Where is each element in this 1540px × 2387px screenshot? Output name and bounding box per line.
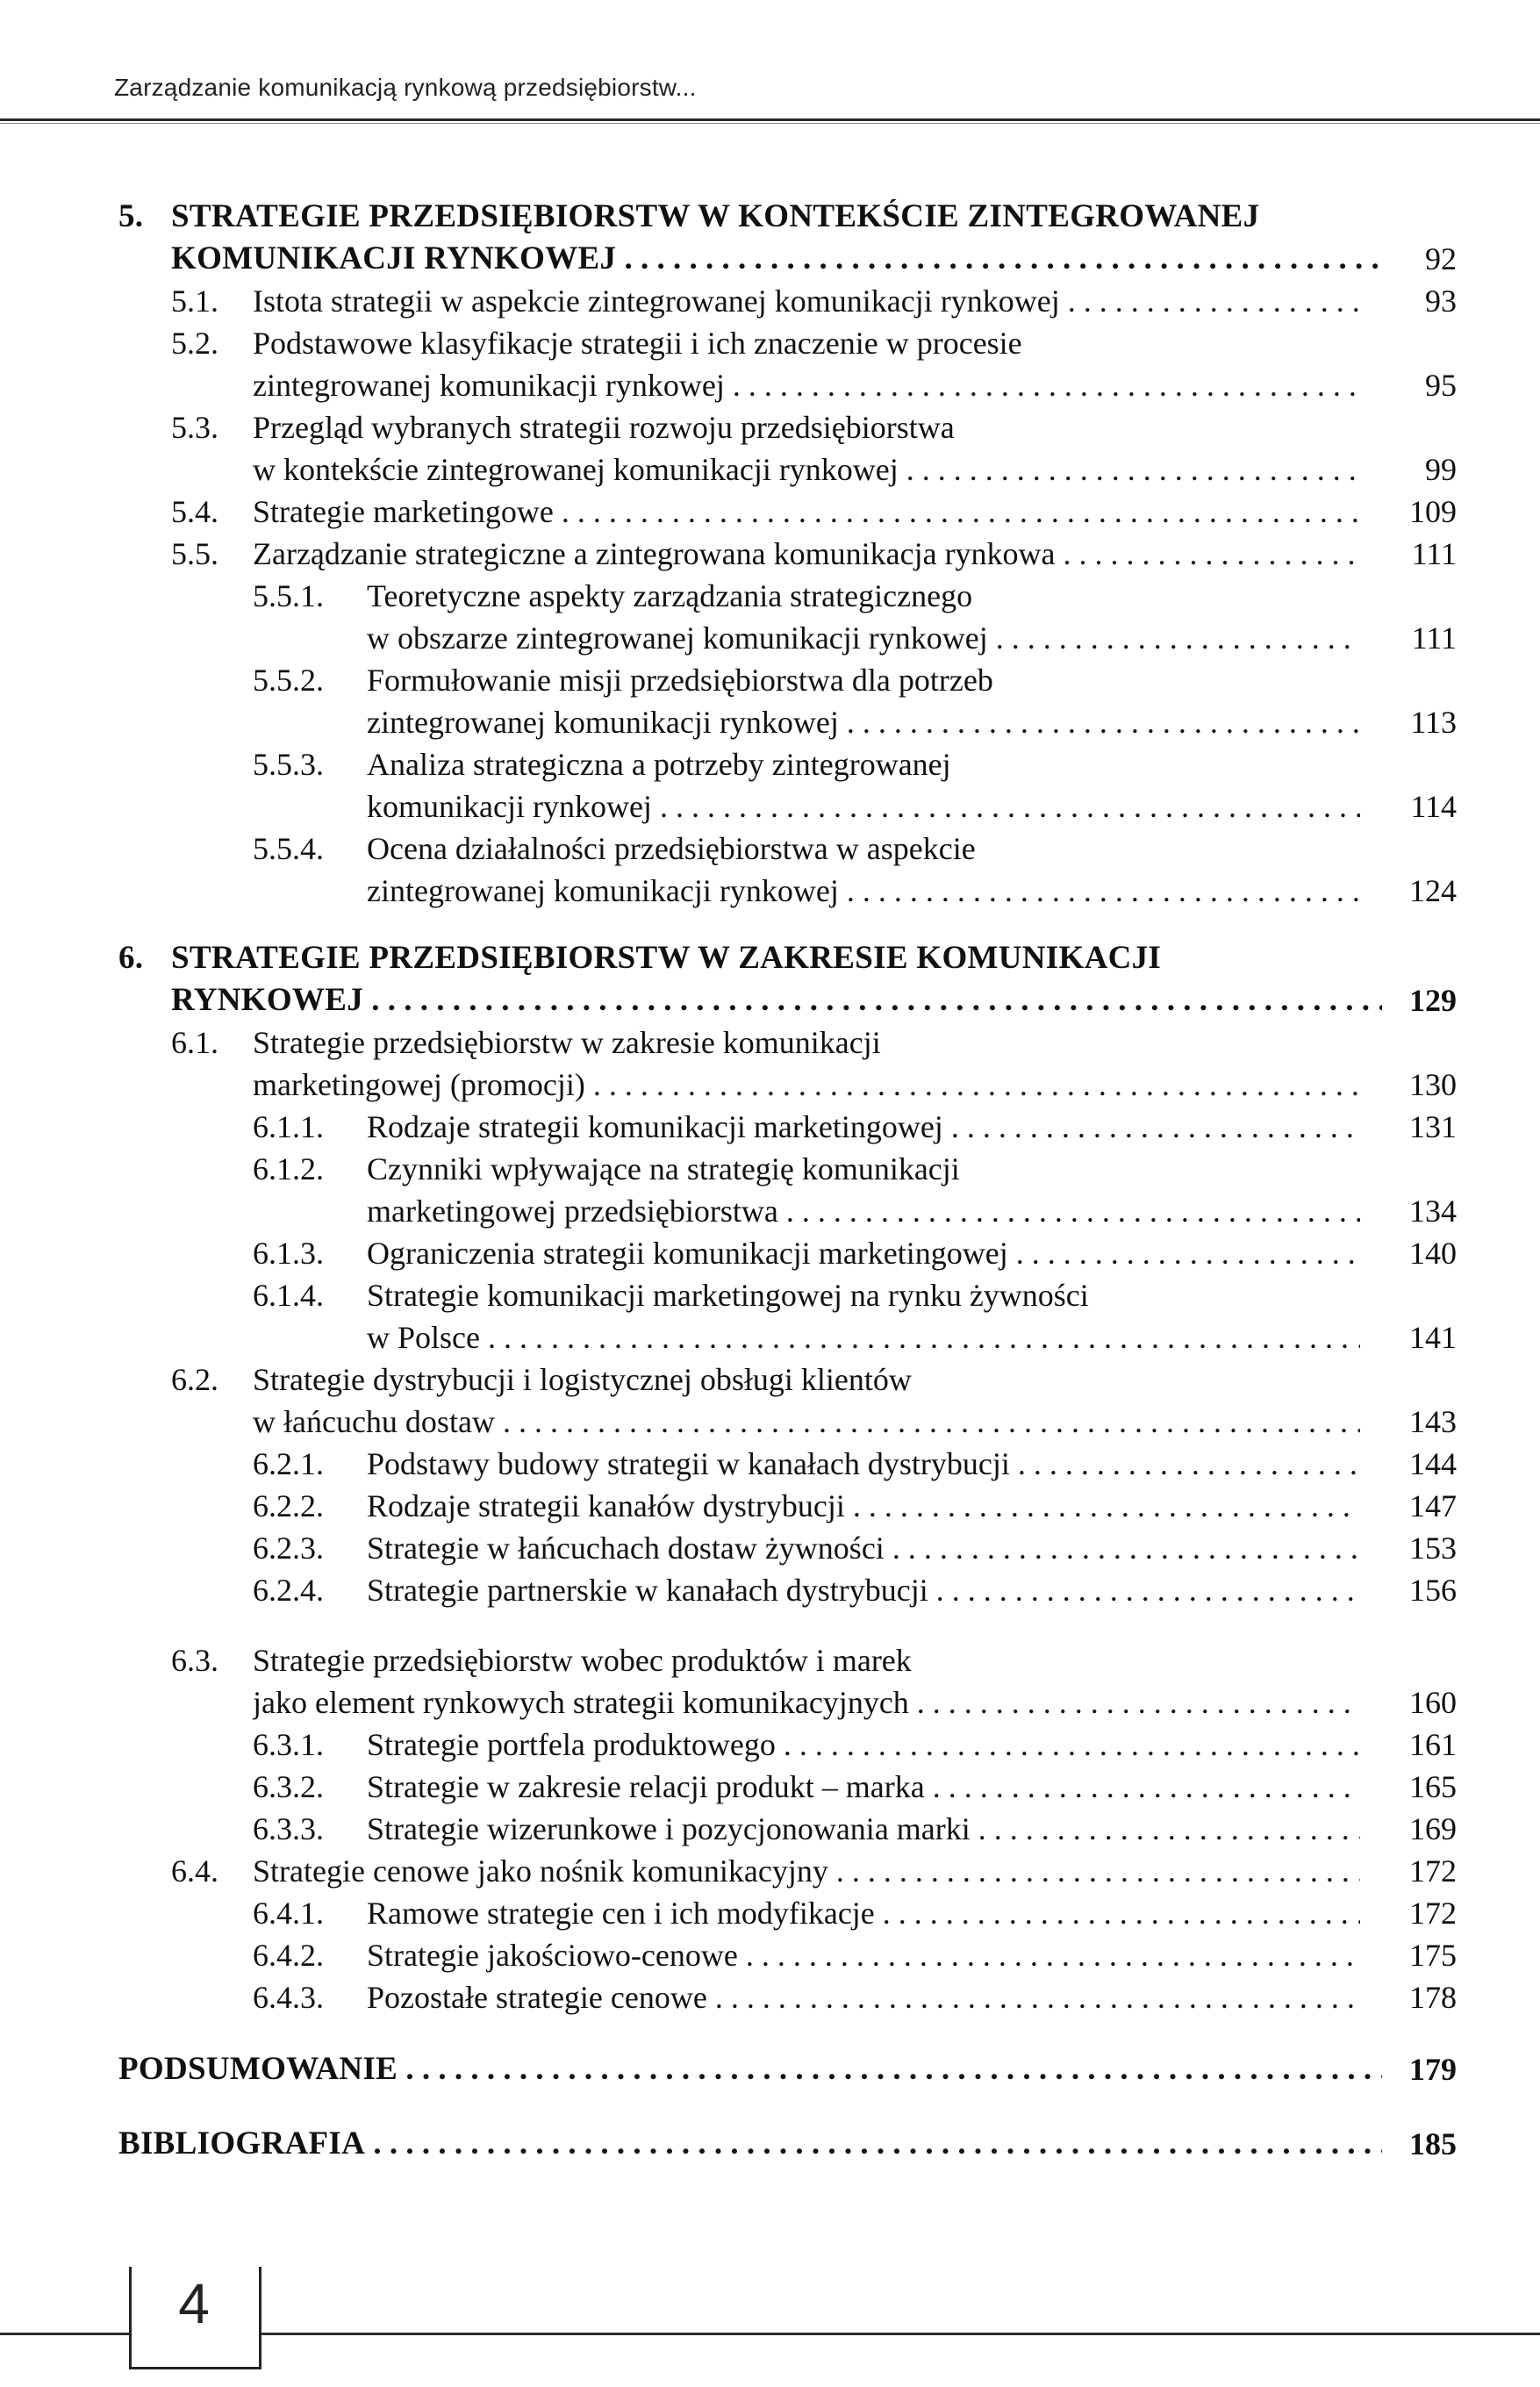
toc-number: 6.3.2. [253, 1769, 324, 1804]
toc-title: Ograniczenia strategii komunikacji marketingowej . . . [367, 1236, 1360, 1271]
toc-number: 6.2.4. [253, 1573, 324, 1608]
toc-title: zintegrowanej komunikacji rynkowej . . . [367, 873, 1360, 908]
toc-page: 113 [1410, 705, 1457, 740]
toc-entry [0, 536, 1540, 571]
running-header: Zarządzanie komunikacją rynkową przedsiębiorstw... [114, 74, 697, 101]
toc-title: Podstawy budowy strategii w kanałach dystrybucji . . . [367, 1446, 1360, 1481]
toc-entry [0, 326, 1540, 361]
toc-title: Strategie cenowe jako nośnik komunikacyjny . . . [253, 1853, 1360, 1889]
toc-number: 5.3. [171, 410, 218, 445]
toc-entry [0, 1151, 1540, 1186]
toc-entry-cont [0, 1320, 1540, 1355]
toc-number: 5.1. [171, 283, 218, 319]
toc-title: Rodzaje strategii komunikacji marketingowej . . . [367, 1109, 1360, 1144]
toc-number: 6.2. [171, 1362, 218, 1397]
toc-title: Przegląd wybranych strategii rozwoju przedsiębiorstwa [253, 410, 955, 445]
toc-title: Istota strategii w aspekcie zintegrowanej komunikacji rynkowej . . . [253, 283, 1360, 319]
toc-title: Strategie marketingowe . . . [253, 494, 1360, 529]
toc-title: w kontekście zintegrowanej komunikacji rynkowej . . . [253, 452, 1360, 487]
toc-entry [0, 1362, 1540, 1397]
toc-title: STRATEGIE PRZEDSIĘBIORSTW W ZAKRESIE KOMUNIKACJI [171, 941, 1162, 976]
toc-page: 140 [1409, 1236, 1457, 1271]
toc-entry-cont [0, 1404, 1540, 1439]
toc-entry-cont [0, 873, 1540, 908]
toc-page: 160 [1409, 1685, 1457, 1720]
toc-entry-cont [0, 789, 1540, 824]
toc-page: 95 [1425, 368, 1457, 403]
toc-entry [0, 663, 1540, 698]
toc-title: Zarządzanie strategiczne a zintegrowana komunikacja rynkowa . . . [253, 536, 1360, 571]
toc-page: 179 [1409, 2052, 1457, 2087]
toc-entry [0, 1727, 1540, 1762]
toc-entry [0, 1488, 1540, 1523]
toc-page: 169 [1409, 1811, 1457, 1846]
toc-page: 114 [1410, 789, 1457, 824]
toc-page: 99 [1425, 452, 1457, 487]
toc-chapter-5-heading-cont [0, 241, 1540, 276]
toc-number: 6.2.2. [253, 1488, 324, 1523]
toc-entry [0, 1811, 1540, 1846]
toc-title: Strategie w zakresie relacji produkt – marka . . . [367, 1769, 1360, 1804]
toc-number: 6.4.1. [253, 1896, 324, 1931]
toc-page: 111 [1411, 536, 1457, 571]
toc-title: Czynniki wpływające na strategię komunikacji [367, 1151, 960, 1186]
toc-number: 6.3.3. [253, 1811, 324, 1846]
toc-entry [0, 1643, 1540, 1678]
toc-number: 5. [118, 198, 144, 234]
toc-entry [0, 578, 1540, 613]
toc-number: 6.1.1. [253, 1109, 324, 1144]
toc-page: 129 [1409, 983, 1457, 1018]
toc-number: 5.5.1. [253, 578, 324, 613]
toc-page: 92 [1425, 241, 1457, 276]
toc-title: Pozostałe strategie cenowe . . . [367, 1980, 1360, 2015]
toc-number: 5.4. [171, 494, 218, 529]
toc-title: Ramowe strategie cen i ich modyfikacje . . . [367, 1896, 1360, 1931]
toc-entry-cont [0, 1067, 1540, 1102]
toc-title: marketingowej (promocji) . . . [253, 1067, 1360, 1102]
toc-number: 5.2. [171, 326, 218, 361]
toc-summary [0, 2052, 1540, 2087]
toc-page: 130 [1409, 1067, 1457, 1102]
toc-entry [0, 1896, 1540, 1931]
toc-number: 6.1.3. [253, 1236, 324, 1271]
page-number-box-bottom [129, 2367, 261, 2369]
toc-page: 143 [1409, 1404, 1457, 1439]
toc-page: 134 [1409, 1194, 1457, 1229]
toc-entry [0, 831, 1540, 866]
toc-number: 6.2.3. [253, 1530, 324, 1566]
toc-title: KOMUNIKACJI RYNKOWEJ . . . [171, 241, 1382, 276]
toc-number: 6.3. [171, 1643, 218, 1678]
toc-number: 5.5.4. [253, 831, 324, 866]
toc-page: 111 [1411, 620, 1457, 656]
toc-title: Analiza strategiczna a potrzeby zintegrowanej [367, 747, 951, 782]
toc-page: 93 [1425, 283, 1457, 319]
toc-number: 6.1. [171, 1025, 218, 1060]
toc-page: 172 [1409, 1853, 1457, 1889]
toc-entry [0, 494, 1540, 529]
toc-page: 172 [1409, 1896, 1457, 1931]
toc-title: STRATEGIE PRZEDSIĘBIORSTW W KONTEKŚCIE ZINTEGROWANEJ [171, 199, 1260, 234]
toc-page: 165 [1409, 1769, 1457, 1804]
toc-chapter-6-heading-cont [0, 983, 1540, 1018]
toc-title: marketingowej przedsiębiorstwa . . . [367, 1194, 1360, 1229]
toc-page: 141 [1409, 1320, 1457, 1355]
toc-title: Teoretyczne aspekty zarządzania strategicznego [367, 578, 973, 613]
toc-bibliography [0, 2126, 1540, 2161]
toc-title: Ocena działalności przedsiębiorstwa w aspekcie [367, 831, 976, 866]
toc-page: 109 [1409, 494, 1457, 529]
toc-page: 131 [1409, 1109, 1457, 1144]
toc-entry [0, 747, 1540, 782]
toc-page: 175 [1409, 1938, 1457, 1973]
page-number: 4 [178, 2272, 210, 2335]
toc-page: 144 [1409, 1446, 1457, 1481]
toc-entry [0, 1938, 1540, 1973]
toc-entry [0, 1278, 1540, 1313]
toc-entry [0, 283, 1540, 319]
toc-entry [0, 1109, 1540, 1144]
toc-title: w obszarze zintegrowanej komunikacji rynkowej . . . [367, 620, 1360, 656]
toc-title: Strategie przedsiębiorstw w zakresie komunikacji [253, 1025, 881, 1060]
toc-page: 156 [1409, 1573, 1457, 1608]
toc-title: w Polsce . . . [367, 1320, 1360, 1355]
toc-number: 6. [118, 940, 144, 976]
toc-title: Strategie jakościowo-cenowe . . . [367, 1938, 1360, 1973]
toc-entry-cont [0, 620, 1540, 656]
toc-number: 6.4. [171, 1853, 218, 1889]
toc-chapter-5-heading [0, 199, 1540, 234]
toc-entry [0, 1980, 1540, 2015]
toc-entry-cont [0, 368, 1540, 403]
toc-entry-cont [0, 452, 1540, 487]
toc-entry [0, 1853, 1540, 1889]
toc-number: 6.1.2. [253, 1151, 324, 1186]
toc-number: 6.4.2. [253, 1938, 324, 1973]
toc-entry [0, 410, 1540, 445]
toc-title: zintegrowanej komunikacji rynkowej . . . [367, 705, 1360, 740]
toc-page: 161 [1409, 1727, 1457, 1762]
toc-title: jako element rynkowych strategii komunikacyjnych . . . [253, 1685, 1360, 1720]
toc-entry [0, 1446, 1540, 1481]
toc-entry [0, 1573, 1540, 1608]
toc-title: Rodzaje strategii kanałów dystrybucji . . . [367, 1488, 1360, 1523]
toc-title: Podstawowe klasyfikacje strategii i ich znaczenie w procesie [253, 326, 1022, 361]
toc-number: 6.1.4. [253, 1278, 324, 1313]
toc-page: 124 [1409, 873, 1457, 908]
toc-page: 147 [1409, 1488, 1457, 1523]
toc-title: Strategie portfela produktowego . . . [367, 1727, 1360, 1762]
toc-entry-cont [0, 1194, 1540, 1229]
toc-title: Strategie przedsiębiorstw wobec produktów i marek [253, 1643, 912, 1678]
toc-title: komunikacji rynkowej . . . [367, 789, 1360, 824]
toc-number: 5.5. [171, 536, 218, 571]
toc-page: 153 [1409, 1530, 1457, 1566]
toc-page: 178 [1409, 1980, 1457, 2015]
toc-title: Strategie partnerskie w kanałach dystrybucji . . . [367, 1573, 1360, 1608]
toc-title: RYNKOWEJ . . . [171, 983, 1382, 1018]
toc-title: Strategie wizerunkowe i pozycjonowania marki . . . [367, 1811, 1360, 1846]
toc-entry-cont [0, 705, 1540, 740]
toc-number: 6.3.1. [253, 1727, 324, 1762]
toc-title: w łańcuchu dostaw . . . [253, 1404, 1360, 1439]
toc-entry [0, 1236, 1540, 1271]
toc-title: zintegrowanej komunikacji rynkowej . . . [253, 368, 1360, 403]
toc-number: 6.2.1. [253, 1446, 324, 1481]
toc-number: 5.5.3. [253, 747, 324, 782]
toc-title: PODSUMOWANIE . . . [118, 2052, 1382, 2087]
toc-page: 185 [1409, 2126, 1457, 2161]
toc-entry [0, 1025, 1540, 1060]
toc-entry [0, 1769, 1540, 1804]
toc-title: Formułowanie misji przedsiębiorstwa dla potrzeb [367, 663, 993, 698]
toc-entry-cont [0, 1685, 1540, 1720]
toc-number: 6.4.3. [253, 1980, 324, 2015]
toc-title: Strategie dystrybucji i logistycznej obsługi klientów [253, 1362, 912, 1397]
toc-title: Strategie komunikacji marketingowej na rynku żywności [367, 1278, 1089, 1313]
toc-number: 5.5.2. [253, 663, 324, 698]
toc-title: BIBLIOGRAFIA . . . [118, 2126, 1382, 2161]
toc-title: Strategie w łańcuchach dostaw żywności . . . [367, 1530, 1360, 1566]
toc-chapter-6-heading [0, 941, 1540, 976]
toc-entry [0, 1530, 1540, 1566]
